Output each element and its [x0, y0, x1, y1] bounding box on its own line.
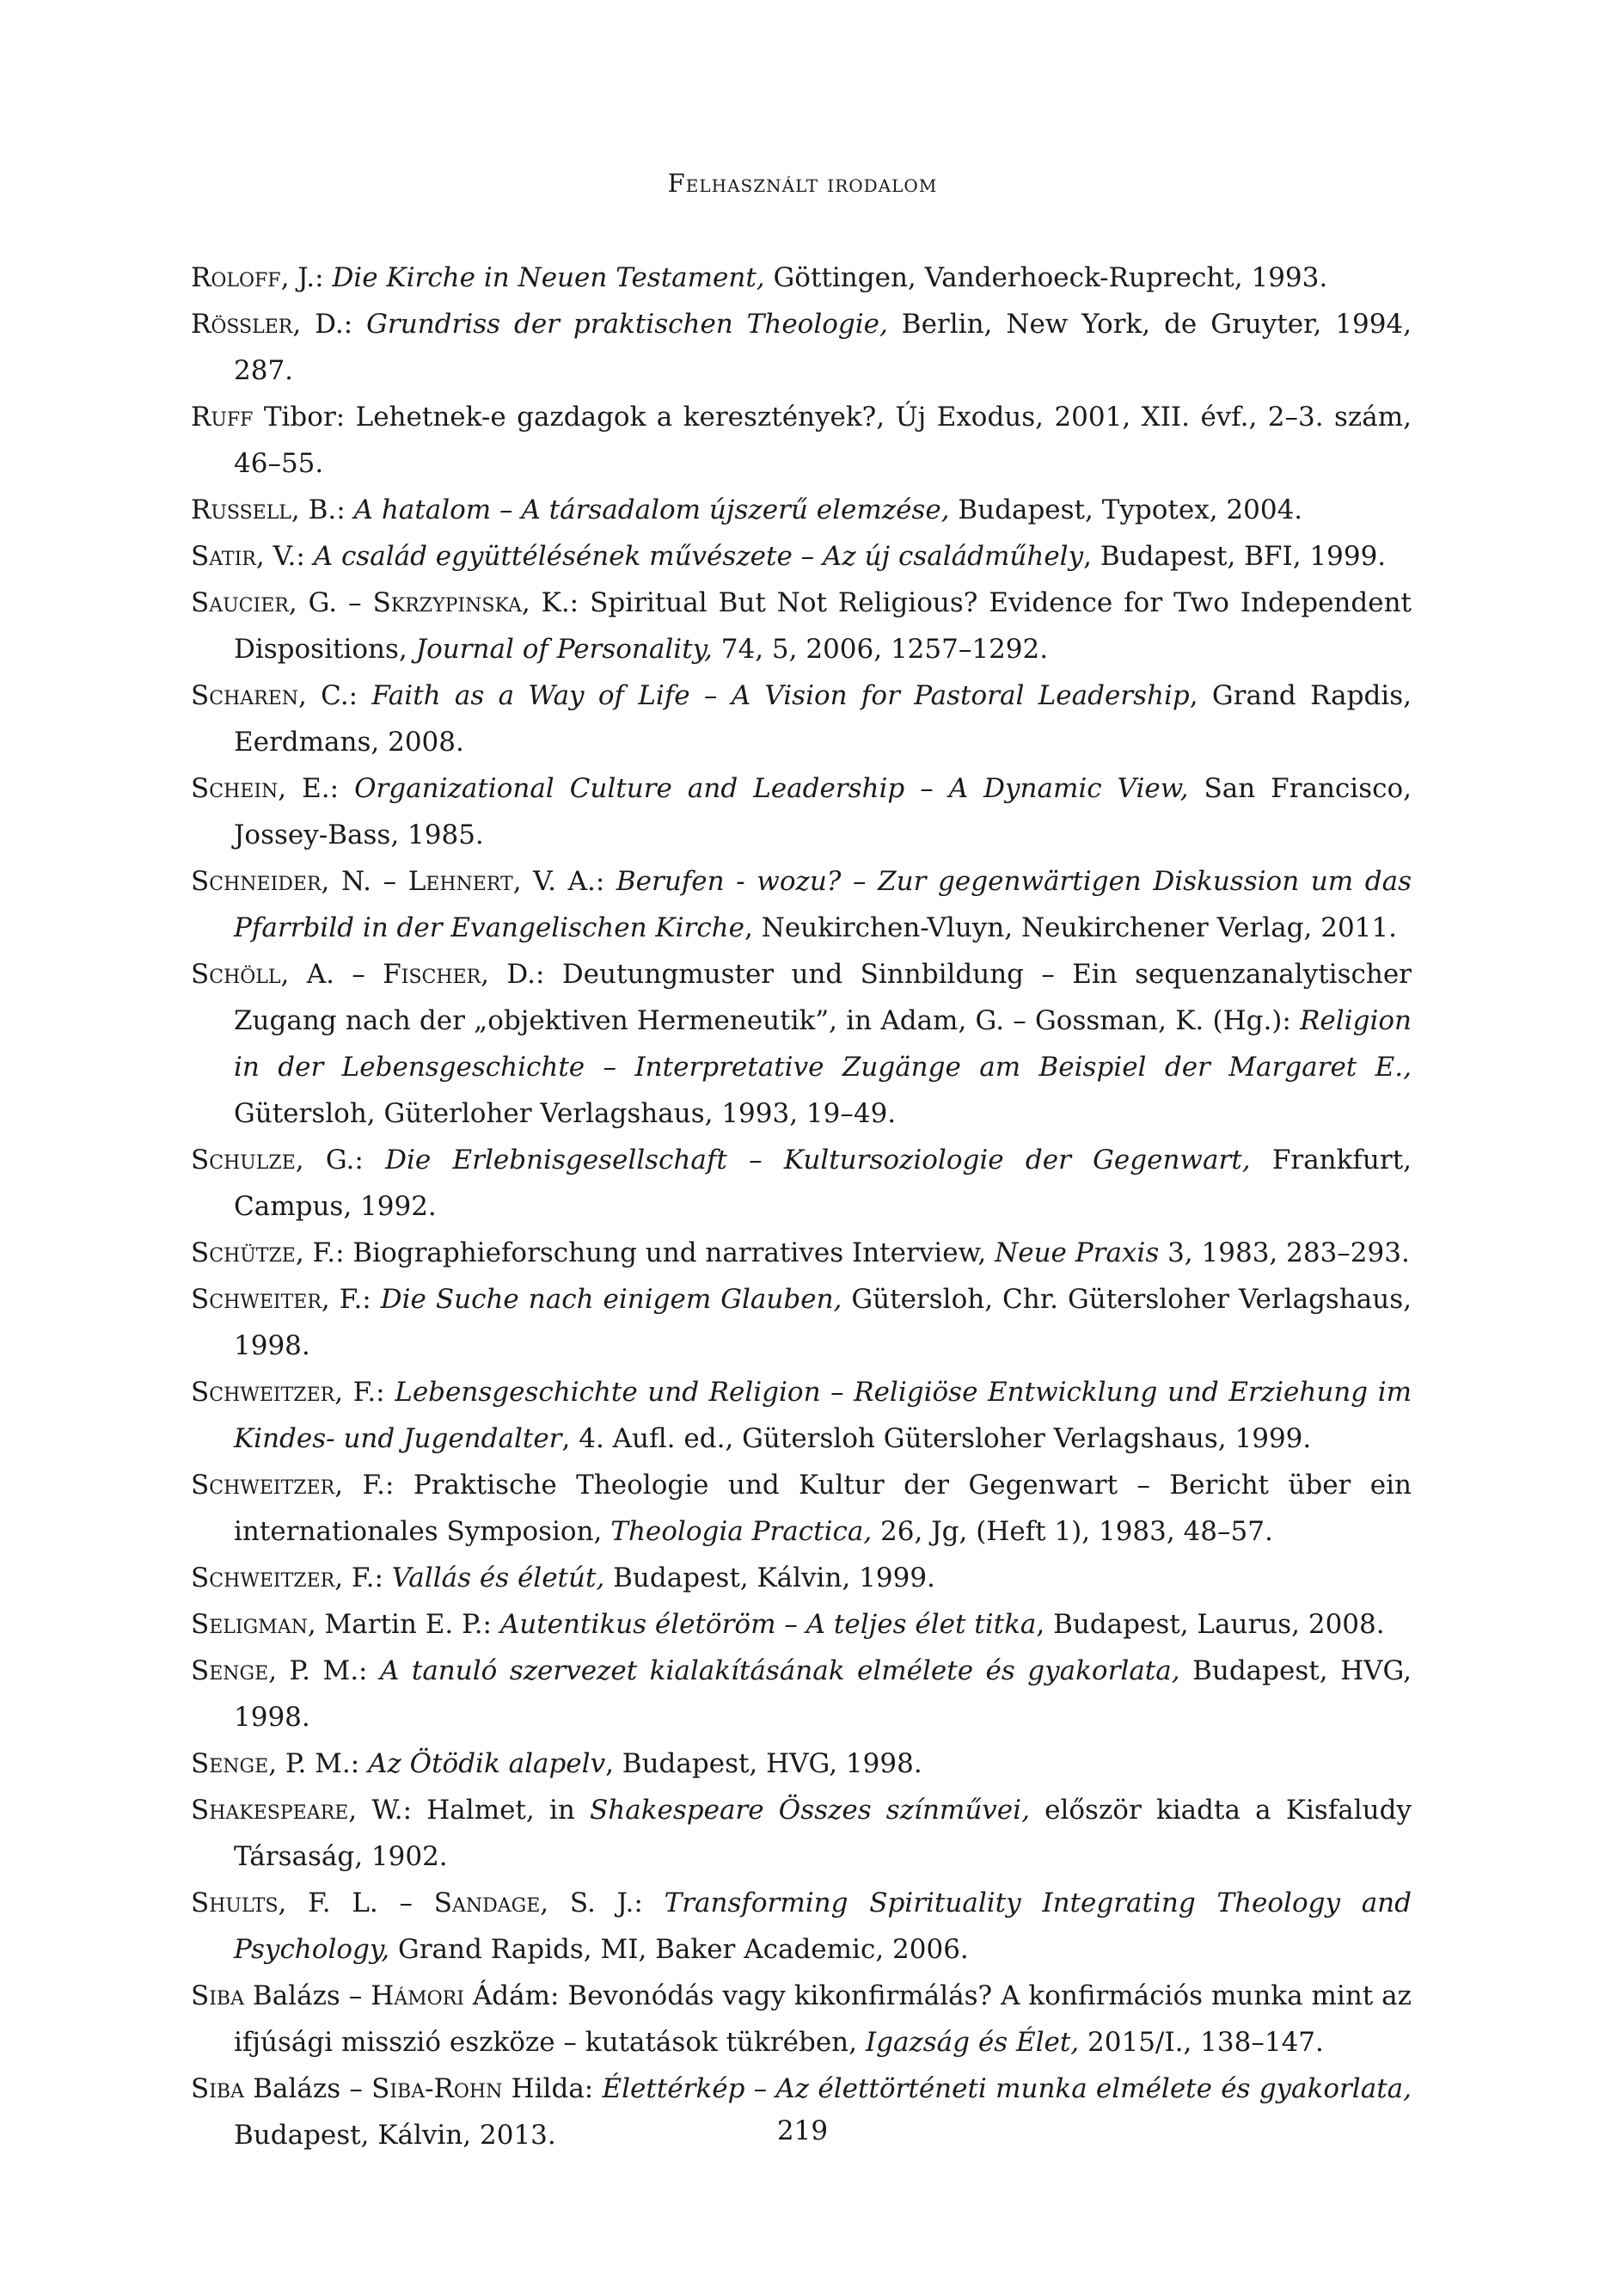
entry-text: , G. –: [288, 587, 373, 618]
bibliography-entry: [191, 1230, 1412, 1276]
entry-title: Élettérkép – Az élettörténeti munka elmélete és gyakorlata,: [602, 2073, 1412, 2104]
entry-publication: Gütersloh, Güterloher Verlagshaus, 1993, 19–49.: [234, 1098, 897, 1129]
entry-text: , B.:: [291, 494, 354, 525]
entry-title: Die Suche nach einigem Glauben,: [380, 1284, 842, 1315]
entry-text: , Martin E. P.:: [307, 1609, 500, 1640]
entry-text: , K.: Spiritual But Not Religious? Evidence for Two Independent Dispositions,: [234, 587, 1412, 665]
bibliography-entry: [191, 1369, 1412, 1462]
bibliography-list: [191, 255, 1412, 2158]
bibliography-entry: [191, 1601, 1412, 1648]
entry-publication: , Budapest, BFI, 1999.: [1083, 541, 1387, 572]
entry-text: , A. –: [280, 959, 383, 990]
bibliography-entry: [191, 1880, 1412, 1973]
entry-publication: , 4. Aufl. ed., Gütersloh Gütersloher Verlagshaus, 1999.: [561, 1423, 1312, 1454]
entry-publication: 2015/I., 138–147.: [1079, 2027, 1324, 2058]
entry-text: , P. M.:: [268, 1655, 380, 1686]
bibliography-entry: [191, 1462, 1412, 1555]
entry-title: Igazság és Élet,: [865, 2027, 1080, 2058]
entry-title: Autentikus életöröm – A teljes élet titka: [499, 1609, 1037, 1640]
entry-title: Transforming Spirituality Integrating Theology and Psychology,: [234, 1888, 1412, 1965]
bibliography-entry: [191, 301, 1412, 394]
entry-author: Schweitzer: [191, 1562, 335, 1593]
entry-publication: 3, 1983, 283–293.: [1159, 1237, 1410, 1268]
bibliography-entry: [191, 1276, 1412, 1369]
entry-publication: Budapest, HVG, 1998.: [234, 1655, 1412, 1733]
entry-title: Neue Praxis: [995, 1237, 1160, 1268]
bibliography-entry: [191, 580, 1412, 672]
entry-text: , D.: Deutungmuster und Sinnbildung – Ein sequenzanalytischer Zugang nach der „objektiven Hermeneutik”, in Adam, G. – Gossman, K. (Hg.):: [234, 959, 1412, 1036]
bibliography-entry: [191, 487, 1412, 533]
bibliography-entry: [191, 394, 1412, 487]
entry-author: Saucier: [191, 587, 289, 618]
entry-author: Seligman: [191, 1609, 308, 1640]
entry-author: Schweitzer: [191, 1377, 335, 1408]
entry-coauthor: Skrzypinska: [372, 587, 522, 618]
bibliography-entry: [191, 533, 1412, 580]
bibliography-entry: [191, 951, 1412, 1137]
entry-title: Az Ötödik alapelv: [368, 1748, 606, 1779]
bibliography-entry: [191, 765, 1412, 858]
entry-publication: , Grand Rapdis, Eerdmans, 2008.: [234, 680, 1412, 758]
entry-title: A tanuló szervezet kialakításának elmélete és gyakorlata,: [379, 1655, 1180, 1686]
entry-text: , F.:: [334, 1562, 392, 1593]
entry-title: Organizational Culture and Leadership – A Dynamic View,: [354, 773, 1189, 804]
entry-author: Senge: [191, 1748, 269, 1779]
entry-author: Russell: [191, 494, 291, 525]
entry-coauthor: Siba-Rohn: [371, 2073, 503, 2104]
entry-title: Berufen - wozu? – Zur gegenwärtigen Diskussion um das Pfarrbild in der Evangelischen Kirche: [234, 866, 1412, 943]
entry-publication: 74, 5, 2006, 1257–1292.: [712, 634, 1049, 665]
entry-author: Schneider: [191, 866, 322, 897]
bibliography-entry: [191, 1787, 1412, 1880]
entry-title: Faith as a Way of Life – A Vision for Pastoral Leadership: [371, 680, 1190, 711]
entry-publication: először kiadta a Kisfaludy Társaság, 1902.: [234, 1795, 1412, 1872]
entry-publication: Budapest, Kálvin, 1999.: [604, 1562, 935, 1593]
entry-title: Religion in der Lebensgeschichte – Interpretative Zugänge am Beispiel der Margaret E.,: [234, 1005, 1412, 1083]
entry-publication: Göttingen, Vanderhoeck-Ruprecht, 1993.: [764, 262, 1328, 293]
entry-text: , F.: Praktische Theologie und Kultur der Gegenwart – Bericht über ein internationales Symposion,: [234, 1470, 1412, 1547]
entry-publication: , Neukirchen-Vluyn, Neukirchener Verlag, 2011.: [744, 912, 1397, 943]
entry-text: , E.:: [278, 773, 355, 804]
bibliography-entry: [191, 1555, 1412, 1601]
entry-publication: Gütersloh, Chr. Gütersloher Verlagshaus, 1998.: [234, 1284, 1412, 1361]
entry-publication: Frankfurt, Campus, 1992.: [234, 1145, 1412, 1222]
entry-text: Tibor: Lehetnek-e gazdagok a keresztények?, Új Exodus, 2001, XII. évf., 2–3. szám, 46–55.: [234, 402, 1412, 479]
entry-author: Shakespeare: [191, 1795, 349, 1826]
entry-text: , D.:: [292, 309, 367, 340]
entry-text: , G.:: [295, 1145, 386, 1176]
bibliography-entry: [191, 858, 1412, 951]
entry-author: Satir: [191, 541, 256, 572]
entry-text: , F.:: [321, 1284, 381, 1315]
bibliography-entry: [191, 1648, 1412, 1740]
entry-author: Ruff: [191, 402, 254, 433]
entry-author: Siba: [191, 1980, 244, 2011]
entry-publication: Budapest, Typotex, 2004.: [949, 494, 1303, 525]
entry-text: Ádám: Bevonódás vagy kikonfirmálás? A konfirmációs munka mint az ifjúsági misszió eszköze – kutatások tükrében,: [234, 1980, 1412, 2058]
entry-title: A család együttélésének művészete – Az új családműhely: [313, 541, 1084, 572]
bibliography-entry: [191, 672, 1412, 765]
entry-title: Grundriss der praktischen Theologie,: [366, 309, 888, 340]
entry-author: Schöll: [191, 959, 281, 990]
entry-title: Journal of Personality,: [415, 634, 713, 665]
entry-coauthor: Sandage: [433, 1888, 541, 1918]
entry-title: Die Kirche in Neuen Testament,: [332, 262, 765, 293]
entry-text: , W.: Halmet, in: [348, 1795, 591, 1826]
entry-text: , V.:: [255, 541, 314, 572]
entry-author: Schulze: [191, 1145, 296, 1176]
entry-title: Die Erlebnisgesellschaft – Kultursoziologie der Gegenwart,: [385, 1145, 1251, 1176]
entry-publication: Berlin, New York, de Gruyter, 1994, 287.: [234, 309, 1412, 386]
entry-text: Balázs –: [243, 2073, 372, 2104]
bibliography-entry: [191, 1740, 1412, 1787]
entry-title: Theologia Practica,: [610, 1516, 873, 1547]
bibliography-entry: [191, 255, 1412, 301]
entry-author: Shults: [191, 1888, 279, 1918]
entry-title: A hatalom – A társadalom újszerű elemzése,: [353, 494, 950, 525]
running-header: Felhasznált irodalom: [667, 169, 938, 198]
entry-author: Siba: [191, 2073, 244, 2104]
entry-text: , V. A.:: [512, 866, 616, 897]
entry-text: , F. L. –: [278, 1888, 434, 1918]
entry-author: Schein: [191, 773, 279, 804]
entry-coauthor: Fischer: [383, 959, 481, 990]
entry-text: , P. M.:: [268, 1748, 369, 1779]
entry-title: Shakespeare Összes színművei,: [590, 1795, 1030, 1826]
entry-text: , N. –: [321, 866, 408, 897]
entry-publication: , Budapest, HVG, 1998.: [605, 1748, 922, 1779]
bibliography-entry: [191, 1973, 1412, 2066]
entry-author: Scharen: [191, 680, 299, 711]
entry-publication: San Francisco, Jossey-Bass, 1985.: [234, 773, 1412, 850]
entry-author: Schütze: [191, 1237, 296, 1268]
entry-publication: Grand Rapids, MI, Baker Academic, 2006.: [389, 1934, 969, 1965]
entry-publication: Budapest, Kálvin, 2013.: [234, 2120, 556, 2151]
entry-text: , S. J.:: [540, 1888, 665, 1918]
entry-text: , F.:: [334, 1377, 395, 1408]
entry-text: Balázs –: [243, 1980, 371, 2011]
entry-text: Hilda:: [502, 2073, 603, 2104]
bibliography-entry: [191, 1137, 1412, 1230]
entry-publication: , Budapest, Laurus, 2008.: [1036, 1609, 1385, 1640]
entry-coauthor: Hámori: [371, 1980, 464, 2011]
page-number: 219: [776, 2115, 829, 2146]
entry-author: Schweitzer: [191, 1470, 335, 1501]
entry-text: , C.:: [298, 680, 372, 711]
entry-author: Rössler: [191, 309, 293, 340]
entry-author: Roloff: [191, 262, 281, 293]
entry-text: , F.: Biographieforschung und narratives Interview,: [295, 1237, 995, 1268]
entry-title: Vallás és életút,: [391, 1562, 605, 1593]
entry-author: Schweiter: [191, 1284, 322, 1315]
entry-author: Senge: [191, 1655, 269, 1686]
entry-title: Lebensgeschichte und Religion – Religiöse Entwicklung und Erziehung im Kindes- und Jugendalter: [234, 1377, 1412, 1454]
entry-publication: 26, Jg, (Heft 1), 1983, 48–57.: [872, 1516, 1273, 1547]
entry-text: , J.:: [280, 262, 333, 293]
entry-coauthor: Lehnert: [407, 866, 513, 897]
